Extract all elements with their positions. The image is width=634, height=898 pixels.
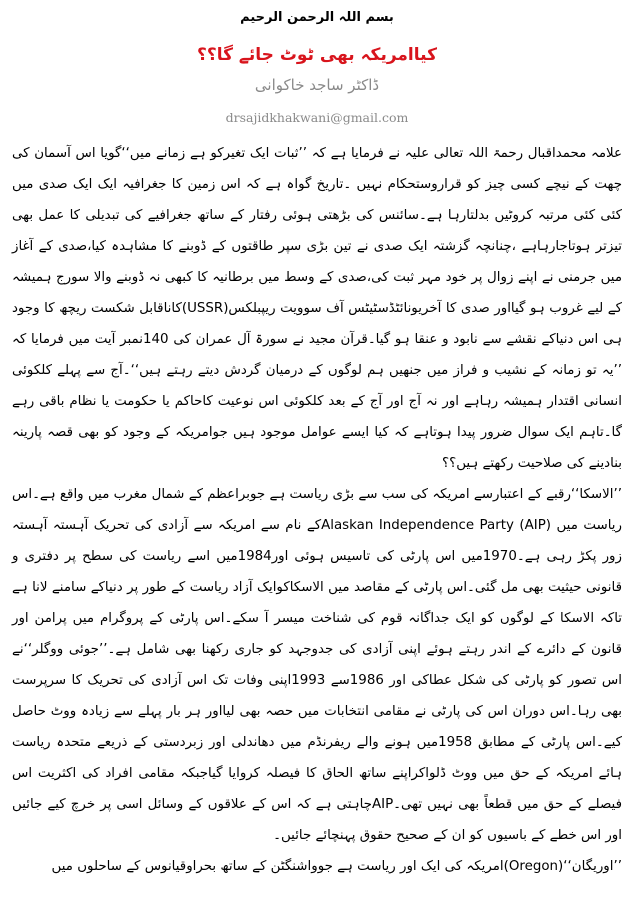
article-title: کیاامریکہ بھی ٹوٹ جائے گا؟؟	[197, 45, 437, 65]
article-body	[12, 138, 622, 882]
document-header	[12, 0, 622, 130]
paragraph-oregon: ’’اوریگان‘‘(Oregon)امریکہ کی ایک اور ریاست ہے جوواشنگٹن کے ساتھ بحراوقیانوس کے ساحلوں میں	[51, 859, 622, 874]
bismillah-heading: بسم اللہ الرحمن الرحیم	[240, 10, 394, 25]
paragraph-intro: علامہ محمداقبال رحمۃ اللہ تعالی علیہ نے فرمایا ہے کہ ’’ثبات ایک تغیرکو ہے زمانے میں‘‘گویا اس آسمان کی چھت کے نیچے کسی چیز کو قراروستحکام نہیں ۔تاریخ گواہ ہے کہ اس زمین کا جغرافیہ ایک ایک صدی میں کئی کئی مرتبہ کروٹیں بدلتارہا ہے۔سائنس کی بڑھتی ہوئی رفتار کے ساتھ جغرافیے کی تبدیلی کا عمل بھی تیزتر ہوتاجارہاہے ،چنانچہ گزشتہ ایک صدی نے تین بڑی سپر طاقتوں کے ڈوبنے کا مشاہدہ کیا،صدی کے آغاز میں جرمنی نے اپنے زوال پر خود مہر ثبت کی،صدی کے وسط میں برطانیہ کا کبھی نہ ڈوبنے والا سورج ہمیشہ کے لیے غروب ہو گیااور صدی کا آخریونائٹڈسٹیٹس آف سوویت ریپبلکس(USSR)کاناقابل شکست ریچھ کا وجود ہی اس دنیاکے نقشے سے نابود و عنقا ہو گیا۔قرآن مجید نے سورۃ آل عمران کی 140نمبر آیت میں فرمایا کہ ’’یہ تو زمانہ کے نشیب و فراز میں جنھیں ہم لوگوں کے درمیان گردش دیتے رہتے ہیں‘‘۔آج سے پہلے کلکوئی انسانی اقتدار ہمیشہ رہاہے اور نہ آج اور آج کے بعد کلکوئی اس نوعیت کاحاکم یا حکومت یا نظام باقی رہے گا۔تاہم ایک سوال ضرور پیدا ہوتاہے کہ کیا ایسے عوامل موجود ہیں جوامریکہ کے وجود کو بھی قصہ پارینہ بنادینے کی صلاحیت رکھتے ہیں؟؟	[12, 146, 622, 471]
author-name: ڈاکٹر ساجد خاکوانی	[254, 76, 380, 94]
author-email: drsajidkhakwani@gmail.com	[225, 110, 409, 125]
paragraph-alaska: ’’الاسکا‘‘رقبے کے اعتبارسے امریکہ کی سب سے بڑی ریاست ہے جوبراعظم کے شمال مغرب میں واقع ہے۔اس ریاست میں Alaskan Independence Party (AIP)کے نام سے امریکہ سے آزادی کی تحریک آہستہ آہستہ زور پکڑ رہی ہے۔1970میں اس پارٹی کی تاسیس ہوئی اور1984میں اسے ریاست کی سطح پر دفتری و قانونی حیثیت بھی مل گئی۔اس پارٹی کے مقاصد میں الاسکاکوایک آزاد ریاست کے طور پر دنیاکے سامنے لانا ہے تاکہ الاسکا کے لوگوں کو ایک جداگانہ قوم کی شناخت میسر آ سکے۔اس پارٹی کے پروگرام میں پرامن اور قانون کے دائرے کے اندر رہتے ہوئے اپنی آزادی کی جدوجہد کو جاری رکھنا بھی شامل ہے۔’’جوئی ووگلر‘‘نے اس تصور کو پارٹی کی شکل عطاکی اور 1986سے 1993اپنی وفات تک اس آزادی کی تحریک کا سرپرست بھی رہا۔اس دوران اس کی پارٹی نے مقامی انتخابات میں حصہ بھی لیااور ہر بار پہلے سے زیادہ ووٹ حاصل کیے۔اس پارٹی کے مطابق 1958میں ہونے والے ریفرنڈم میں دھاندلی اور زبردستی کے ذریعے متحدہ ریاست ہائے امریکہ کے حق میں ووٹ ڈلواکراپنے ساتھ الحاق کا فیصلہ کروایا گیاجبکہ مقامی افراد کی اکثریت اس فیصلے کے حق میں قطعاً بھی نہیں تھی۔AIPچاہتی ہے کہ اس کے علاقوں کے وسائل اسی پر خرچ کیے جائیں اور اس خطے کے باسیوں کو ان کے صحیح حقوق پہنچائے جائیں۔	[12, 487, 623, 843]
